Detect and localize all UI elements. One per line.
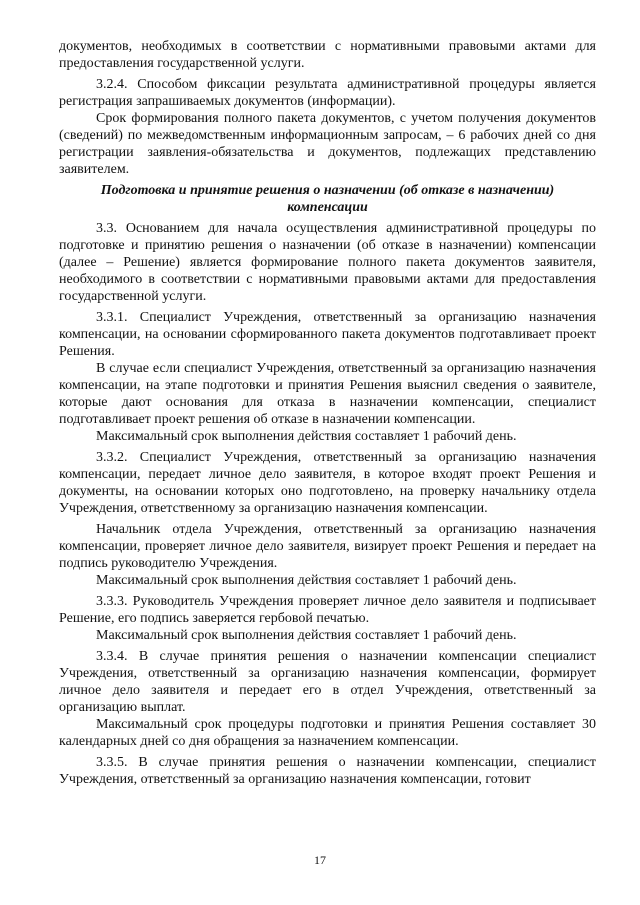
section-heading: Подготовка и принятие решения о назначении (об отказе в назначении) компенсации	[100, 183, 555, 215]
paragraph-3-3-5: 3.3.5. В случае принятия решения о назначении компенсации, специалист Учреждения, ответственный за организацию назначения компенсации, готовит	[59, 755, 596, 787]
paragraph-3-3-1: 3.3.1. Специалист Учреждения, ответственный за организацию назначения компенсации, на основании сформированного пакета документов подготавливает проект Решения.	[59, 310, 596, 359]
paragraph-max-procedure-term: Максимальный срок процедуры подготовки и принятия Решения составляет 30 календарных дней со дня обращения за назначением компенсации.	[59, 717, 596, 749]
paragraph-department-head: Начальник отдела Учреждения, ответственный за организацию назначения компенсации, проверяет личное дело заявителя, визирует проект Решения и передает на подпись руководителю Учреждения.	[59, 522, 596, 571]
paragraph-refusal-case: В случае если специалист Учреждения, ответственный за организацию назначения компенсации, на этапе подготовки и принятия Решения выяснил сведения о заявителе, которые дают основания для отказа в назначении компенсации, специалист подготавливает проект решения об отказе в назначении компенсации.	[59, 361, 596, 427]
paragraph-term: Срок формирования полного пакета документов, с учетом получения документов (сведений) по межведомственным информационным запросам, – 6 рабочих дней со дня регистрации заявления-обязательства и документов, подлежащих представлению заявителем.	[59, 111, 596, 177]
paragraph-3-3-2: 3.3.2. Специалист Учреждения, ответственный за организацию назначения компенсации, передает личное дело заявителя, в которое входят проект Решения и документы, на основании которых оно подготовлено, на проверку начальнику отдела Учреждения, ответственному за организацию назначения компенсации.	[59, 450, 596, 516]
paragraph-3-2-4: 3.2.4. Способом фиксации результата административной процедуры является регистрация запрашиваемых документов (информации).	[59, 77, 596, 109]
paragraph-3-3-4: 3.3.4. В случае принятия решения о назначении компенсации специалист Учреждения, ответственный за организацию назначения компенсации, формирует личное дело заявителя и передает его в отдел Учреждения, ответственный за организацию выплат.	[59, 649, 596, 715]
paragraph-max-term-1: Максимальный срок выполнения действия составляет 1 рабочий день.	[96, 429, 517, 444]
paragraph-max-term-3: Максимальный срок выполнения действия составляет 1 рабочий день.	[96, 628, 517, 643]
page-number: 17	[314, 853, 326, 867]
paragraph-max-term-2: Максимальный срок выполнения действия составляет 1 рабочий день.	[96, 573, 517, 588]
paragraph-3-3-3: 3.3.3. Руководитель Учреждения проверяет личное дело заявителя и подписывает Решение, его подпись заверяется гербовой печатью.	[59, 594, 596, 626]
paragraph-3-3: 3.3. Основанием для начала осуществления административной процедуры по подготовке и принятию решения о назначении (об отказе в назначении) компенсации (далее – Решение) является формирование полного пакета документов заявителя, необходимого в соответствии с нормативными правовыми актами для предоставления государственной услуги.	[59, 221, 596, 304]
paragraph-continuation: документов, необходимых в соответствии с нормативными правовыми актами для предоставления государственной услуги.	[59, 39, 596, 71]
document-page	[59, 38, 596, 858]
